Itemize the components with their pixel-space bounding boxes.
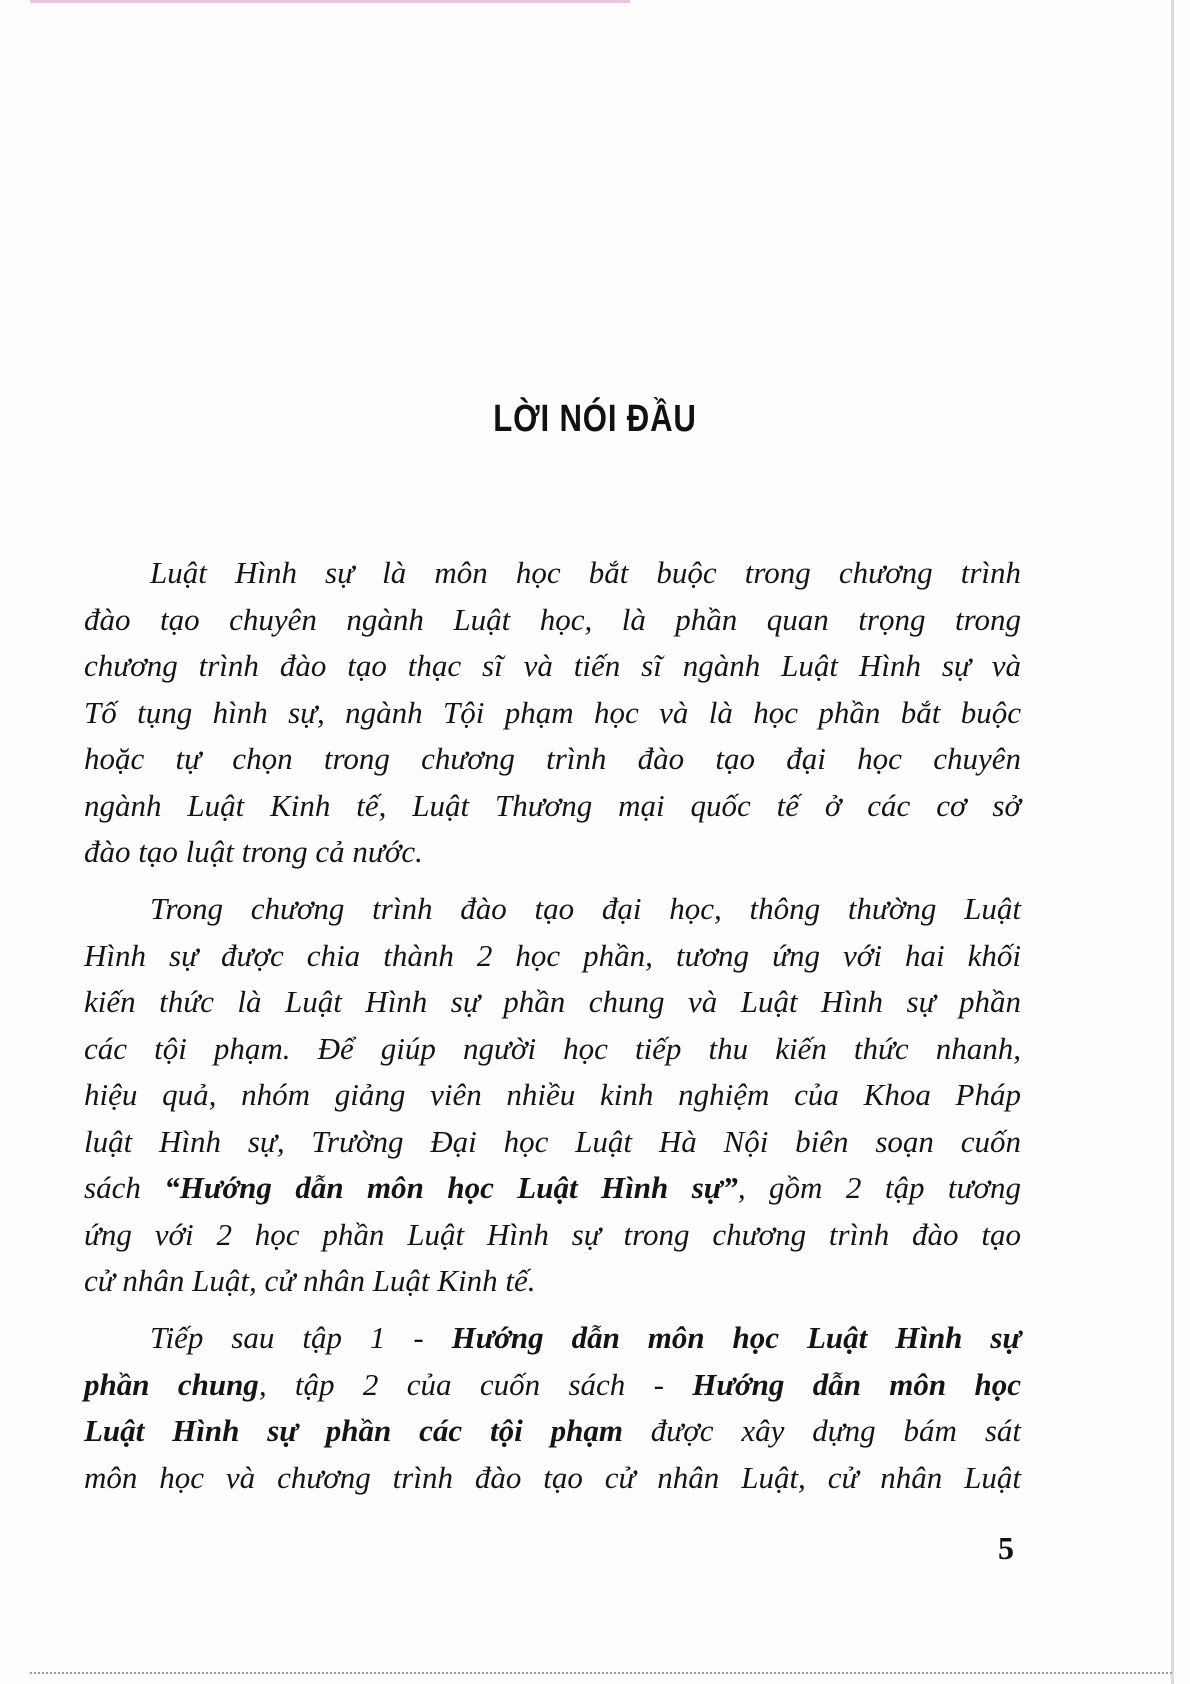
text-line (84, 690, 1021, 737)
text: hiệu quả, nhóm giảng viên nhiều kinh nghiệm của Khoa Pháp (84, 1077, 1021, 1112)
paragraph (84, 886, 1021, 1305)
document-body (84, 550, 1021, 1501)
text-line (84, 550, 1021, 597)
text: ứng với 2 học phần Luật Hình sự trong chương trình đào tạo (84, 1216, 1021, 1252)
text-line (84, 1408, 1021, 1455)
text-line (84, 1315, 1021, 1362)
text-line (84, 829, 1021, 876)
text: Trong chương trình đào tạo đại học, thông thường Luật (150, 891, 1021, 926)
scan-edge-right (1171, 0, 1174, 1684)
text: , gồm 2 tập tương (737, 1170, 1021, 1205)
text-line (84, 783, 1021, 830)
text: cử nhân Luật, cử nhân Luật Kinh tế. (84, 1263, 536, 1298)
text: sách (84, 1170, 165, 1205)
bold-text: Hướng dẫn môn học (692, 1366, 1022, 1402)
text-line (84, 1072, 1021, 1119)
text: Hình sự được chia thành 2 học phần, tương ứng với hai khối (84, 937, 1021, 973)
text: hoặc tự chọn trong chương trình đào tạo đại học chuyên (84, 741, 1021, 776)
text: đào tạo chuyên ngành Luật học, là phần quan trọng trong (84, 601, 1021, 637)
bold-text: phần chung (84, 1366, 259, 1402)
bold-text: Hướng dẫn môn học Luật Hình sự (451, 1320, 1021, 1355)
text: ngành Luật Kinh tế, Luật Thương mại quốc tế ở các cơ sở (84, 787, 1021, 823)
text-line (84, 1362, 1021, 1409)
text: kiến thức là Luật Hình sự phần chung và Luật Hình sự phần (84, 984, 1021, 1019)
text-line (84, 886, 1021, 933)
text-line (84, 1455, 1021, 1502)
text-line (84, 979, 1021, 1026)
text: , tập 2 của cuốn sách - (258, 1366, 693, 1402)
bold-text: “Hướng dẫn môn học Luật Hình sự” (164, 1170, 738, 1205)
paragraph (84, 1315, 1021, 1501)
page-number: 5 (998, 1530, 1014, 1566)
text-line (84, 1165, 1021, 1212)
scan-edge-bottom (30, 1670, 1172, 1674)
text: Luật Hình sự là môn học bắt buộc trong chương trình (150, 555, 1021, 590)
text-line (84, 597, 1021, 644)
scan-edge-top (30, 0, 630, 3)
text-line (84, 1026, 1021, 1073)
page-title: LỜI NÓI ĐẦU (493, 398, 697, 440)
text: Tiếp sau tập 1 - (150, 1320, 452, 1355)
text: luật Hình sự, Trường Đại học Luật Hà Nội biên soạn cuốn (84, 1123, 1021, 1159)
bold-text: Luật Hình sự phần các tội phạm (84, 1413, 623, 1448)
text: được xây dựng bám sát (622, 1413, 1021, 1448)
text-line (84, 643, 1021, 690)
text-line (84, 1119, 1021, 1166)
text-line (84, 1212, 1021, 1259)
text-line (84, 1258, 1021, 1305)
text: Tố tụng hình sự, ngành Tội phạm học và là học phần bắt buộc (84, 694, 1021, 730)
paragraph (84, 550, 1021, 876)
text: môn học và chương trình đào tạo cử nhân Luật, cử nhân Luật (84, 1459, 1021, 1495)
text: chương trình đào tạo thạc sĩ và tiến sĩ ngành Luật Hình sự và (84, 648, 1021, 683)
text-line (84, 736, 1021, 783)
text: đào tạo luật trong cả nước. (84, 834, 423, 869)
text-line (84, 933, 1021, 980)
text: các tội phạm. Để giúp người học tiếp thu kiến thức nhanh, (84, 1030, 1021, 1066)
